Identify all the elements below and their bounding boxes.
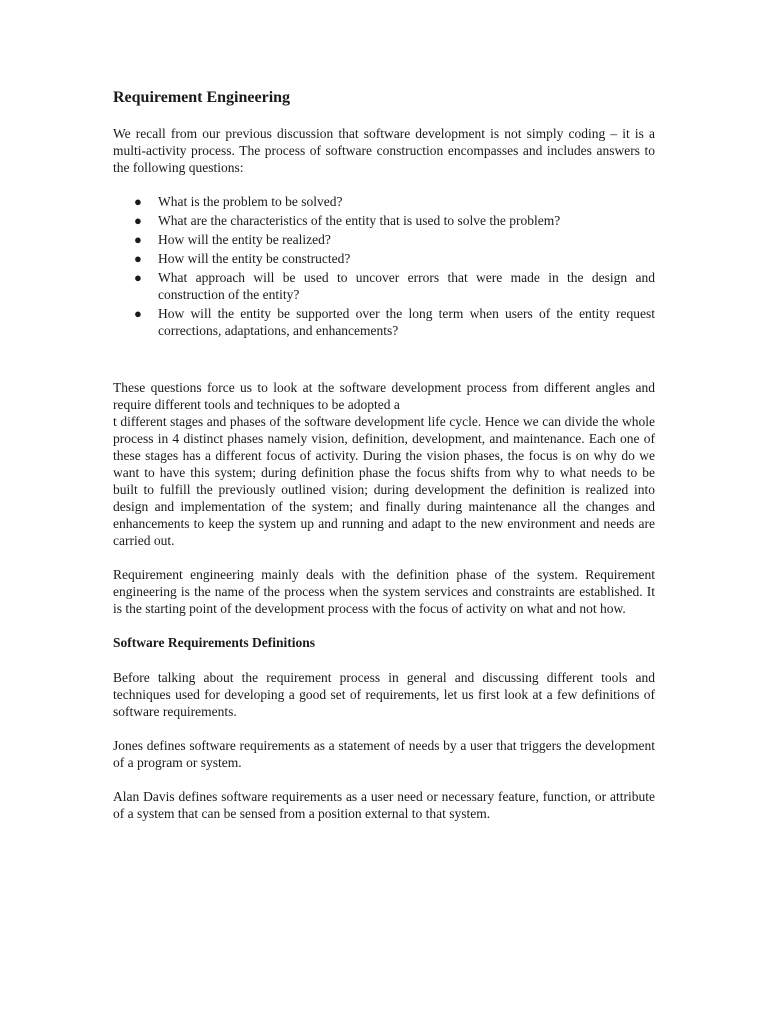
list-item: ● What are the characteristics of the entity that is used to solve the problem? <box>134 213 561 228</box>
list-item: ● How will the entity be realized? <box>134 232 331 247</box>
list-item: ● How will the entity be constructed? <box>134 251 351 266</box>
angles-paragraph: t different stages and phases of the software development life cycle. Hence we can divide the whole process in 4 distinct phases namely vision, definition, development, and maintenance. Each one of these stages has a different focus of activity. During the vision phases, the focus is on why do we want to have this system; during definition phase the focus shifts from why to what needs to be built to fulfill the previously outlined vision; during development the definition is realized into design and implementation of the system; and finally during maintenance all the changes and enhancements to keep the system up and running and adapt to the new environment and needs are carried out. <box>113 414 655 548</box>
bullet-icon: ● <box>134 213 142 228</box>
list-item: ● What approach will be used to uncover errors that were made in the design and construction of the entity? <box>134 270 655 302</box>
bullet-icon: ● <box>134 270 142 285</box>
section-heading: Software Requirements Definitions <box>113 635 315 650</box>
definitions-intro-paragraph: Before talking about the requirement process in general and discussing different tools and techniques used for developing a good set of requirements, let us first look at a few definitions of software requirements. <box>113 670 655 719</box>
bullet-icon: ● <box>134 306 142 321</box>
intro-paragraph: We recall from our previous discussion that software development is not simply coding – it is a multi-activity process. The process of software construction encompasses and includes answers to the following questions: <box>113 126 655 175</box>
davis-definition-paragraph: Alan Davis defines software requirements as a user need or necessary feature, function, or attribute of a system that can be sensed from a position external to that system. <box>113 789 655 821</box>
questions-list <box>113 193 655 339</box>
list-item: ● How will the entity be supported over the long term when users of the entity request corrections, adaptations, and enhancements? <box>134 306 655 338</box>
requirement-engineering-paragraph: Requirement engineering mainly deals with the definition phase of the system. Requirement engineering is the name of the process when the system services and constraints are established. It is the starting point of the development process with the focus of activity on what and not how. <box>113 567 655 616</box>
bullet-icon: ● <box>134 251 142 266</box>
jones-definition-paragraph: Jones defines software requirements as a statement of needs by a user that triggers the development of a program or system. <box>113 738 655 770</box>
bullet-icon: ● <box>134 194 142 209</box>
document-page <box>113 88 655 839</box>
list-item: ● What is the problem to be solved? <box>134 194 343 209</box>
page-title: Requirement Engineering <box>113 89 291 106</box>
angles-paragraph-line1: These questions force us to look at the software development process from different angles and require different tools and techniques to be adopted a <box>113 380 655 412</box>
bullet-icon: ● <box>134 232 142 247</box>
